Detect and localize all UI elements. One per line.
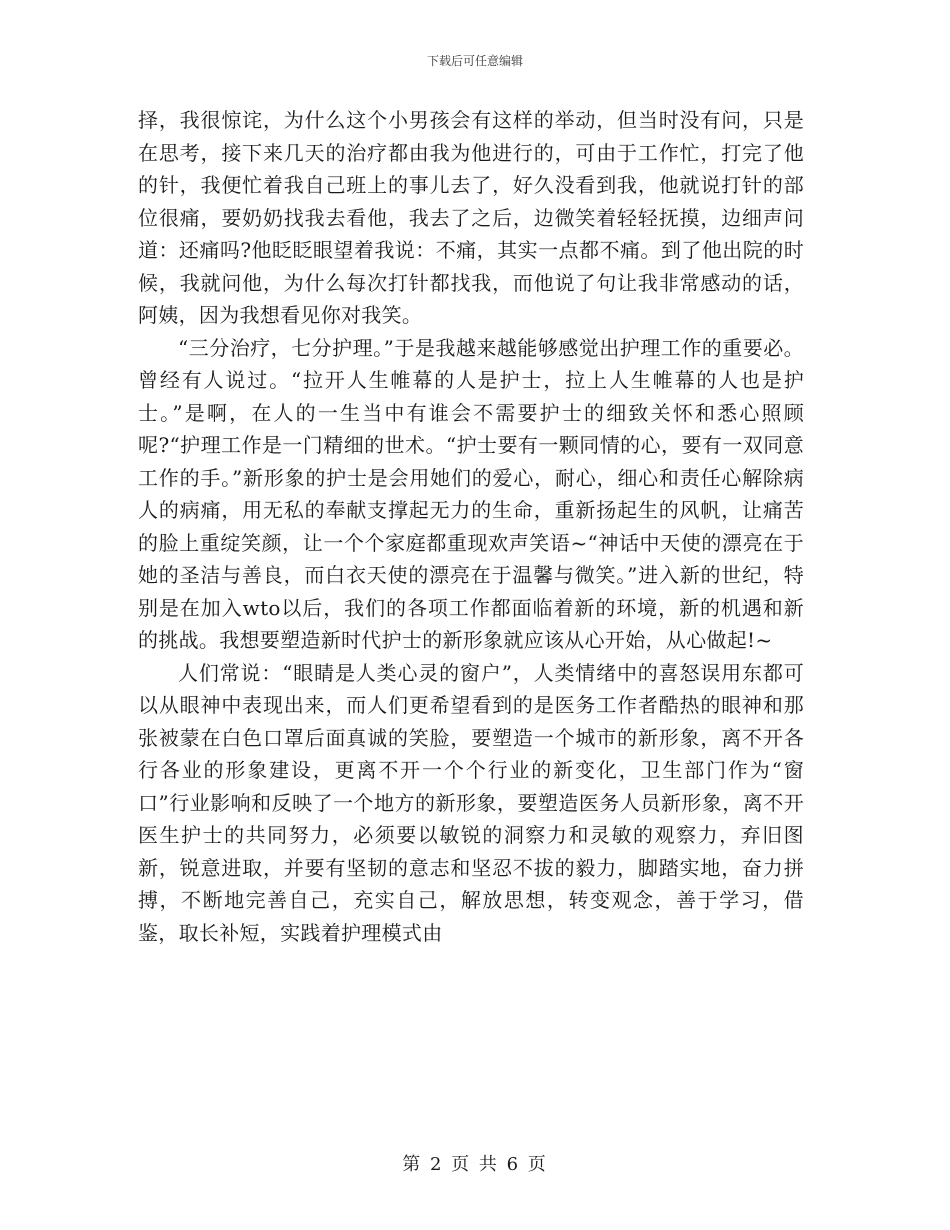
page-header: 下载后可任意编辑 [426,54,523,68]
paragraph-eyes-window: 人们常说：“眼睛是人类心灵的窗户”，人类情绪中的喜怒误用东都可以从眼神中表现出来，而人们更希望看到的是医务工作者酷热的眼神和那张被蒙在白色口罩后面真诚的笑脸，要塑造一个城市的新形象，离不开各行各业的形象建设，更离不开一个个行业的新变化，卫生部门作为“窗口”行业影响和反映了一个地方的新形象，要塑造医务人员新形象，离不开医生护士的共同努力，必须要以敏锐的洞察力和灵敏的观察力，弃旧图新，锐意进取，并要有坚韧的意志和坚忍不拔的毅力，脚踏实地，奋力拼搏，不断地完善自己，充实自己，解放思想，转变观念，善于学习，借鉴，取长补短，实践着护理模式由 [138,660,804,945]
document-body [138,104,804,949]
paragraph-continued: 择，我很惊诧，为什么这个小男孩会有这样的举动，但当时没有问，只是在思考，接下来几天的治疗都由我为他进行的，可由于工作忙，打完了他的针，我便忙着我自己班上的事儿去了，好久没看到我，他就说打针的部位很痛，要奶奶找我去看他，我去了之后，边微笑着轻轻抚摸，边细声问道：还痛吗?他眨眨眼望着我说：不痛，其实一点都不痛。到了他出院的时候，我就问他，为什么每次打针都找我，而他说了句让我非常感动的话，阿姨，因为我想看见你对我笑。 [138,108,804,327]
paragraph-nursing-importance: “三分治疗，七分护理。”于是我越来越能够感觉出护理工作的重要必。曾经有人说过。“拉开人生帷幕的人是护士，拉上人生帷幕的人也是护士。”是啊，在人的一生当中有谁会不需要护士的细致关怀和悉心照顾呢?“护理工作是一门精细的世术。“护士要有一颗同情的心，要有一双同意工作的手。”新形象的护士是会用她们的爱心，耐心，细心和责任心解除病人的病痛，用无私的奉献支撑起无力的生命，重新扬起生的风帆，让痛苦的脸上重绽笑颜，让一个个家庭都重现欢声笑语~“神话中天使的漂亮在于她的圣洁与善良，而白衣天使的漂亮在于温馨与微笑。”进入新的世纪，特别是在加入wto以后，我们的各项工作都面临着新的环境，新的机遇和新的挑战。我想要塑造新时代护士的新形象就应该从心开始，从心做起!~ [138,335,804,652]
page-footer: 第 2 页 共 6 页 [402,1154,548,1175]
